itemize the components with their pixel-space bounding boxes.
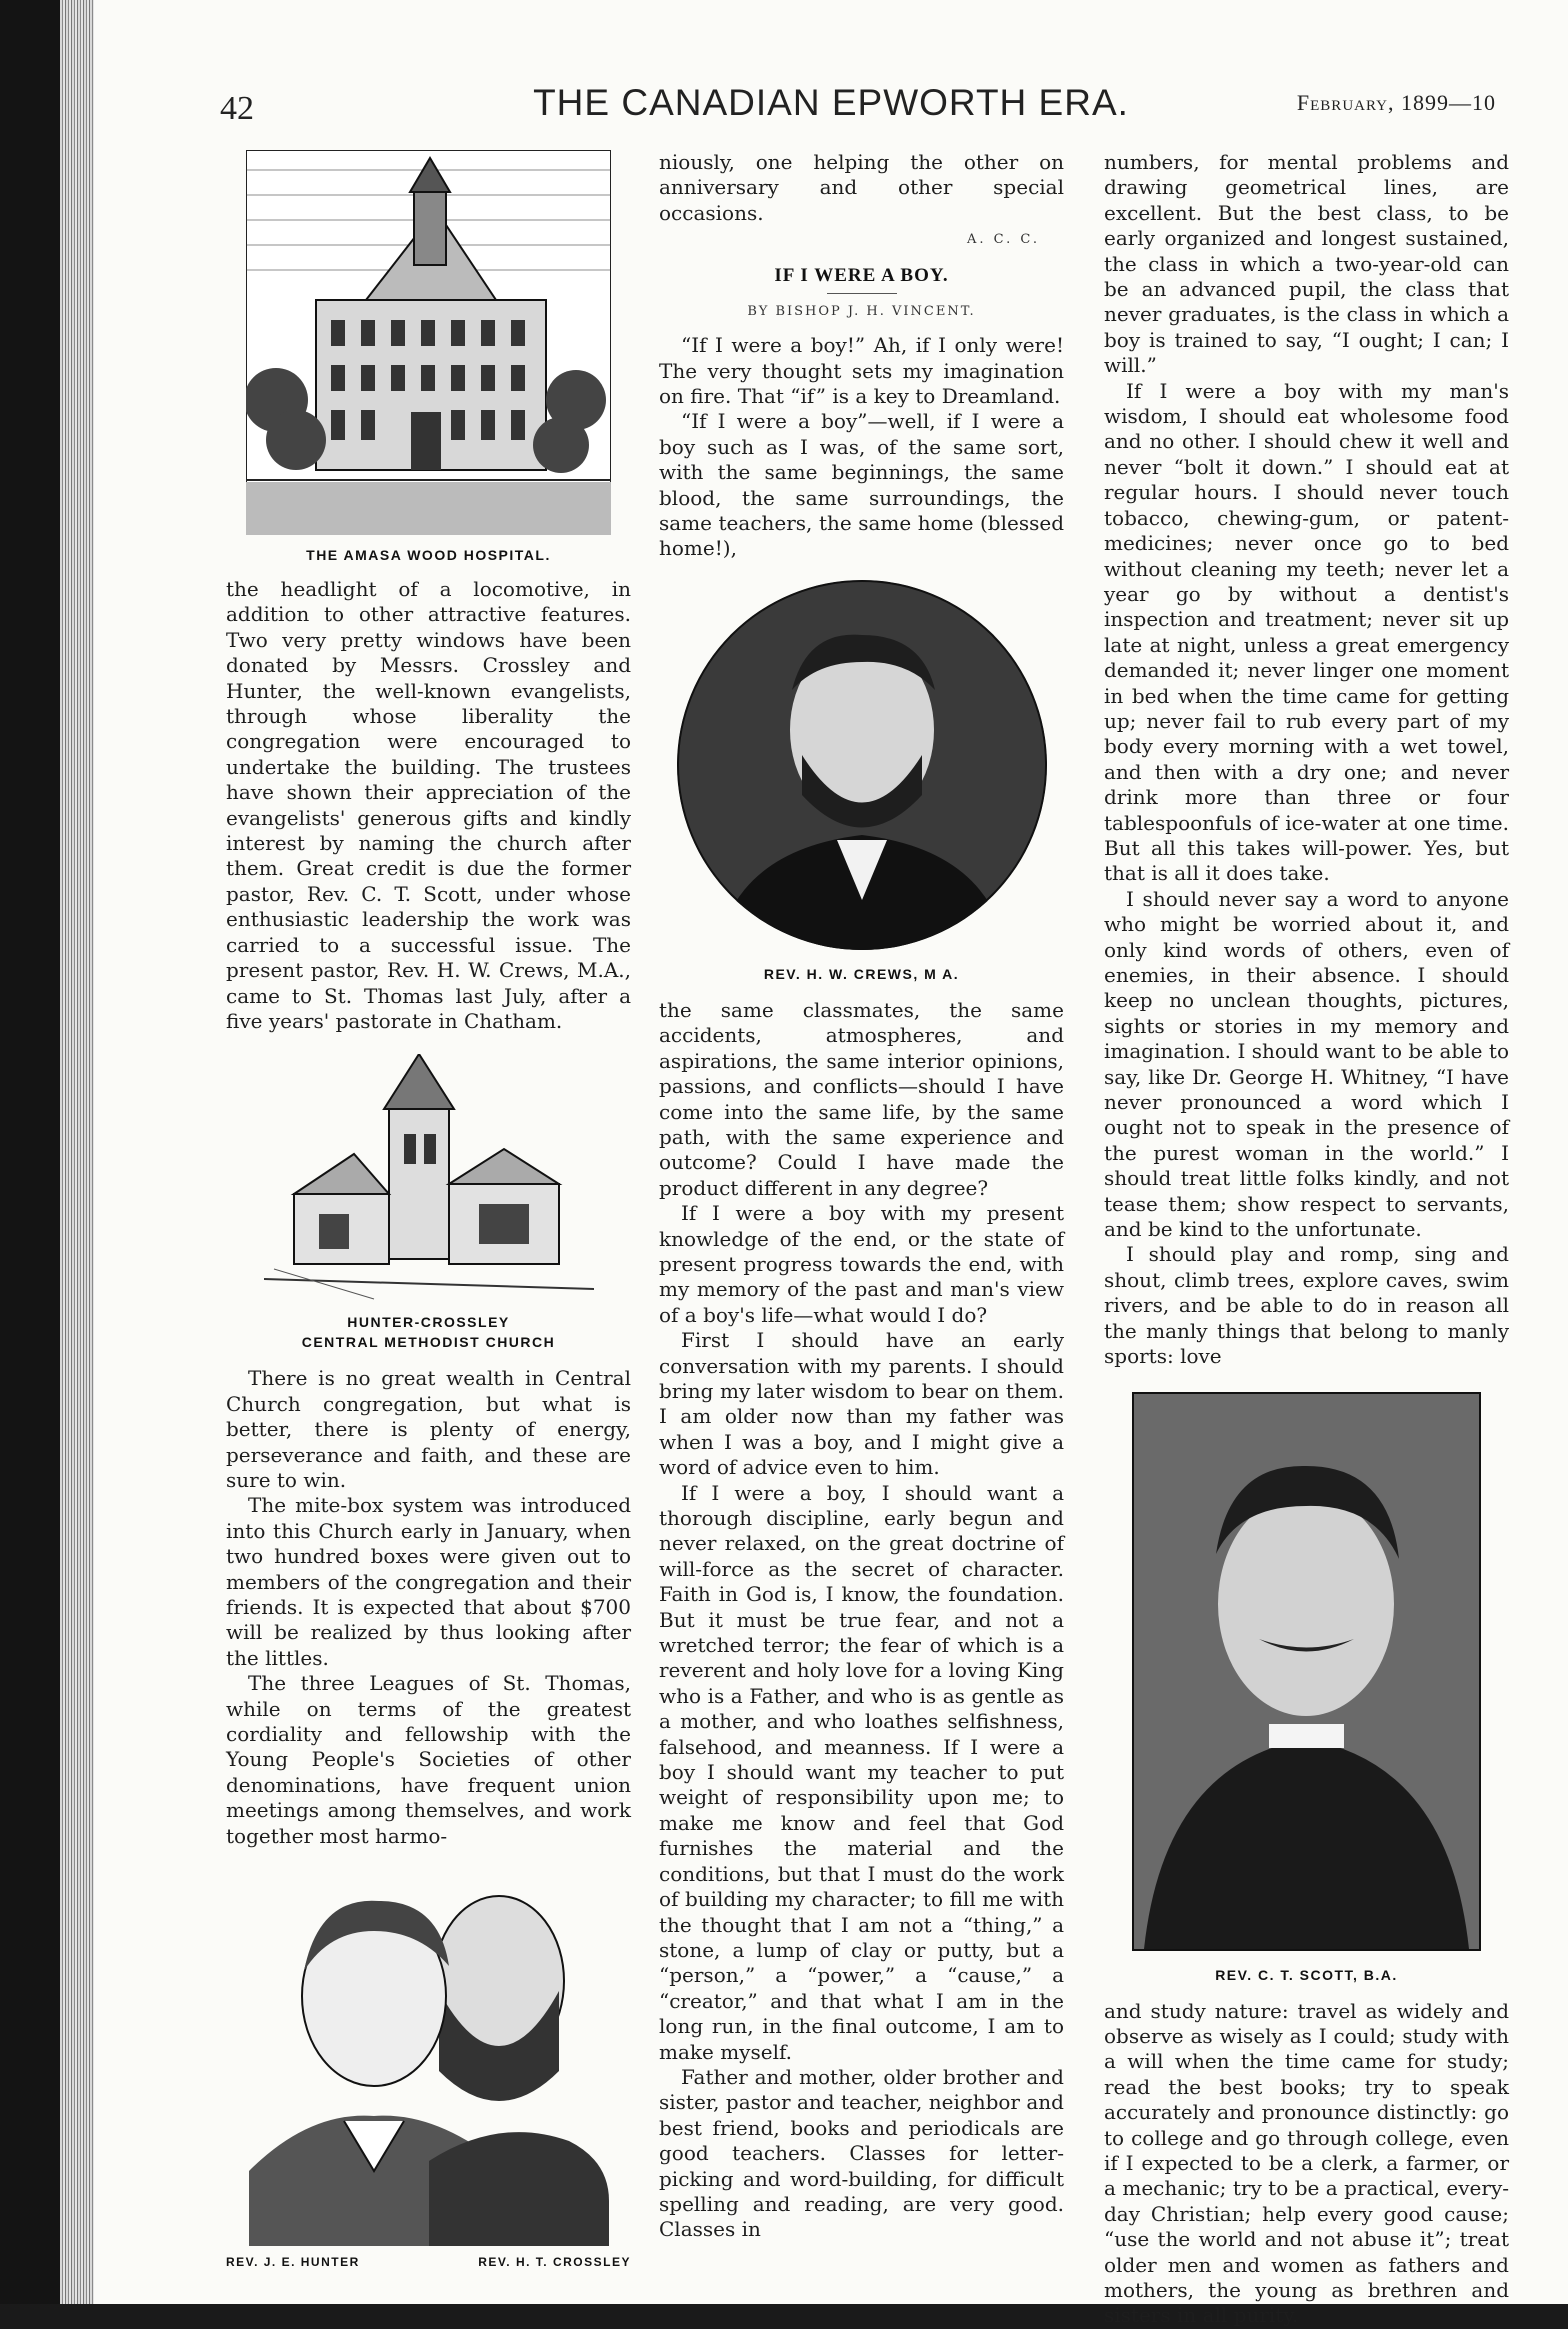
article-byline: BY BISHOP J. H. VINCENT. xyxy=(747,304,976,320)
body-paragraph: “If I were a boy”—well, if I were a boy such as I was, of the same sort, with the same beginnings, the same blood, the same surroundings, the same teachers, the same home (blessed home!), xyxy=(659,409,1064,561)
caption-church-line2: CENTRAL METHODIST CHURCH xyxy=(301,1334,556,1351)
body-paragraph: If I were a boy with my man's wisdom, I should eat wholesome food and no other. I should chew it well and never “bolt it down.” I should eat at regular hours. I should never touch tobacco, chewing-gum, or patent-medicines; never once go to bed without cleaning my teeth; never let a year go by without a dentist's inspection and treatment; never sit up late at night, unless a great emergency demanded it; never linger one moment in bed when the time came for getting up; never fail to rub every part of my body every morning with a wet towel, and then with a dry one; and never drink more than three or four tablespoonfuls of ice-water at one time. But all this takes will-power. Yes, but that is all it does take. xyxy=(1104,378,1509,886)
evangelists-engraving xyxy=(249,1871,609,2246)
body-paragraph: There is no great wealth in Central Church congregation, but what is better, there is plenty of energy, perseverance and faith, and these are sure to win. xyxy=(226,1366,631,1492)
body-paragraph: The mite-box system was introduced into this Church early in January, when two hundred boxes were given out to members of the congregation and their friends. It is expected that about $700 will be realized by thus looking after the littles. xyxy=(226,1493,631,1670)
masthead: THE CANADIAN EPWORTH ERA. xyxy=(533,82,1129,123)
body-paragraph: and study nature: travel as widely and observe as wisely as I could; study with a will when the time came for study; read the best books; try to speak accurately and pronounce distinctly: go to college and go through college, even if I expected to be a clerk, a farmer, or a mechanic; try to be a practical, every-day Christian; help every good cause; “use the world and not abuse it”; treat older men and women as fathers and mothers, the young as brethren and sisters in all purity. xyxy=(1104,1998,1509,2328)
body-paragraph: If I were a boy with my present knowledge of the end, or the state of present progress towards the end, with my memory of the past and man's view of a boy's life—what would I do? xyxy=(659,1201,1064,1327)
column-middle xyxy=(659,150,1064,2243)
page-number: 42 xyxy=(220,90,254,127)
page-header xyxy=(94,82,1568,132)
body-paragraph: I should play and romp, sing and shout, climb trees, explore caves, swim rivers, and be able to do in reason all the manly things that belong to manly sports: love xyxy=(1104,1242,1509,1369)
signature: A. C. C. xyxy=(966,232,1040,248)
body-paragraph: niously, one helping the other on anniversary and other special occasions. xyxy=(659,150,1064,225)
page-edges xyxy=(60,0,94,2304)
issue-date: February, 1899—10 xyxy=(1296,90,1496,115)
caption-church-line1: HUNTER-CROSSLEY xyxy=(347,1314,510,1331)
caption-crews: REV. H. W. CREWS, M A. xyxy=(763,965,960,982)
portrait-crews xyxy=(677,580,1047,950)
article-title: IF I WERE A BOY. xyxy=(774,265,949,287)
body-paragraph: “If I were a boy!” Ah, if I only were! The very thought sets my imagination on fire. That “if” is a key to Dreamland. xyxy=(659,333,1064,409)
body-paragraph: The three Leagues of St. Thomas, while on terms of the greatest cordiality and fellowship with the Young People's Societies of other denominations, have frequent union meetings among themselves, and work together most harmo- xyxy=(226,1671,631,1848)
body-paragraph: I should never say a word to anyone who might be worried about it, and only kind words of others, even of enemies, in their absence. I should keep no unclean thoughts, pictures, sights or stories in my memory and imagination. I should want to be able to say, like Dr. George H. Whitney, “I have never pronounced a word which I ought not to speak in the presence of the purest woman in the world.” I should treat little folks kindly, and not tease them; show respect to servants, and be kind to the unfortunate. xyxy=(1104,886,1509,1242)
title-rule xyxy=(827,293,897,294)
body-paragraph: Father and mother, older brother and sister, pastor and teacher, neighbor and best friend, books and periodicals are good teachers. Classes for letter-picking and word-building, for difficult spelling and reading, are very good. Classes in xyxy=(659,2064,1064,2242)
body-paragraph: the headlight of a locomotive, in addition to other attractive features. Two very pretty windows have been donated by Messrs. Crossley and Hunter, the well-known evangelists, through whose liberality the congregation were encouraged to undertake the building. The trustees have shown their appreciation of the evangelists' generous gifts and kindly interest by naming the church after them. Great credit is due the former pastor, Rev. C. T. Scott, under whose enthusiastic leadership the work was carried to a successful issue. The present pastor, Rev. H. W. Crews, M.A., came to St. Thomas last July, after a five years' pastorate in Chatham. xyxy=(226,577,631,1033)
hospital-engraving xyxy=(246,150,611,535)
body-paragraph: First I should have an early conversation with my parents. I should bring my later wisdom to bear on them. I am older now than my father was when I was a boy, and I might give a word of advice even to him. xyxy=(659,1328,1064,1480)
portrait-scott xyxy=(1132,1392,1481,1951)
church-engraving xyxy=(264,1054,594,1304)
column-left xyxy=(226,150,631,2272)
magazine-page xyxy=(94,0,1568,2328)
body-paragraph: the same classmates, the same accidents, atmospheres, and aspirations, the same interior opinions, passions, and conflicts—should I have come into the same life, by the same path, with the same experience and outcome? Could I have made the product different in any degree? xyxy=(659,997,1064,1200)
caption-hunter: REV. J. E. HUNTER xyxy=(226,2255,360,2270)
evangelists-captions xyxy=(226,2252,631,2272)
column-right xyxy=(1104,150,1509,2329)
book-binding xyxy=(0,0,60,2304)
caption-crossley: REV. H. T. CROSSLEY xyxy=(478,2255,631,2270)
caption-scott: REV. C. T. SCOTT, B.A. xyxy=(1215,1966,1398,1983)
body-paragraph: If I were a boy, I should want a thorough discipline, early begun and never relaxed, on the great doctrine of will-force as the secret of character. Faith in God is, I know, the foundation. But it must be true fear, and not a wretched terror; the fear of which is a reverent and holy love for a loving King who is a Father, and who is as gentle as a mother, and who loathes selfishness, falsehood, and meanness. If I were a boy I should want my teacher to put weight of responsibility upon me; to make me know and feel that God furnishes the material and the conditions, but that I must do the work of building my character; to fill me with the thought that I am not a “thing,” a stone, a lump of clay or putty, but a “person,” a “power,” a “cause,” a “creator,” and that what I am in the long run, in the final outcome, I am to make myself. xyxy=(659,1480,1064,2064)
caption-hospital: THE AMASA WOOD HOSPITAL. xyxy=(306,547,551,563)
body-paragraph: numbers, for mental problems and drawing geometrical lines, are excellent. But the best class, to be early organized and longest sustained, the class in which a two-year-old can be an advanced pupil, the class that never graduates, is the class in which a boy is trained to say, “I ought; I can; I will.” xyxy=(1104,150,1509,378)
